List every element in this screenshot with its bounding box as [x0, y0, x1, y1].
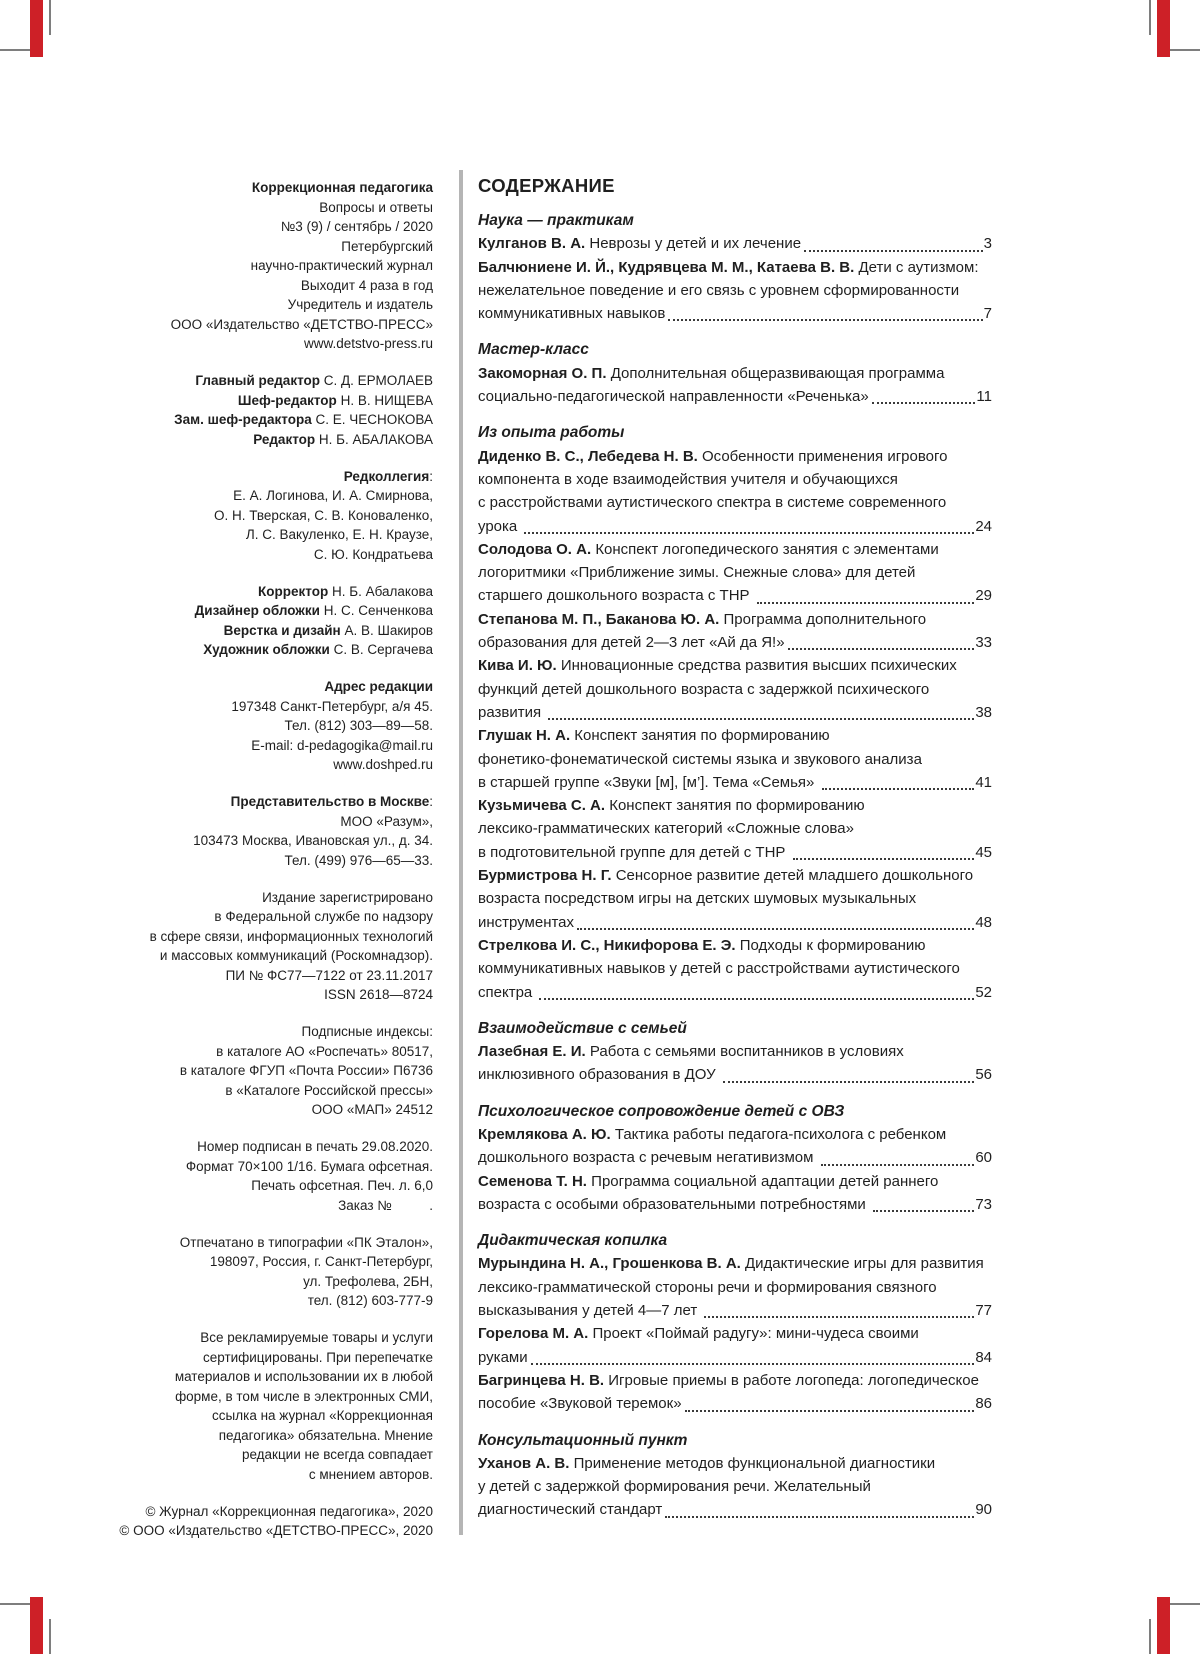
toc-section-title: Консультационный пункт	[478, 1431, 688, 1449]
crop-mark-bottom-left-vertical	[49, 1619, 51, 1654]
toc-entry-lastline	[478, 1392, 992, 1415]
dot-leader	[548, 718, 974, 720]
page-number: 90	[975, 1501, 992, 1519]
toc-section	[478, 1100, 992, 1216]
registration-bar-bottom-left	[30, 1597, 43, 1654]
sidebar-line: Дизайнер обложки Н. С. Сенченкова	[194, 603, 433, 618]
sidebar-line: Выходит 4 раза в год	[300, 277, 433, 293]
sidebar-line: Коррекционная педагогика	[251, 180, 433, 195]
crop-mark-bottom-right-vertical	[1149, 1619, 1151, 1654]
sidebar-line: Петербургский	[341, 238, 433, 254]
sidebar-line: сертифицированы. При перепечатке	[202, 1349, 433, 1365]
toc-entry-lastline-text: инструментах	[478, 913, 575, 931]
toc-entry-lastline	[478, 1146, 992, 1169]
toc-section	[478, 1017, 992, 1087]
dot-leader	[524, 532, 974, 534]
sidebar-line: ссылка на журнал «Коррекционная	[212, 1408, 433, 1423]
sidebar-block	[88, 792, 433, 870]
toc-entry	[478, 724, 992, 794]
toc-entry	[478, 1170, 992, 1217]
toc-entry	[478, 654, 992, 724]
toc-entry	[478, 1252, 992, 1322]
sidebar-line: и массовых коммуникаций (Роскомнадзор).	[159, 948, 433, 963]
toc-entry-lastline-text: социально-педагогической направленности «Реченька»	[478, 388, 869, 406]
toc-entry-lastline	[478, 1346, 992, 1369]
toc-entry-lastline-text: урока	[478, 517, 522, 535]
toc-entry-lastline	[478, 771, 992, 794]
sidebar-line: Тел. (499) 976—65—33.	[284, 852, 433, 868]
sidebar-line: © ООО «Издательство «ДЕТСТВО-ПРЕСС», 2020	[119, 1523, 433, 1538]
sidebar-line: Зам. шеф-редактора С. Е. ЧЕСНОКОВА	[174, 412, 433, 427]
sidebar-block	[88, 1022, 433, 1120]
sidebar-line: ООО «Издательство «ДЕТСТВО-ПРЕСС»	[170, 316, 433, 332]
sidebar-line: © Журнал «Коррекционная педагогика», 2020	[145, 1503, 433, 1519]
toc-entry-lastline-text: Кулганов В. А. Неврозы у детей и их лечение	[478, 235, 802, 253]
registration-bar-top-left	[30, 0, 43, 57]
toc-entry-text: Бурмистрова Н. Г. Сенсорное развитие детей младшего дошкольного возраста посредством игры на детских шумовых музыкальных	[478, 867, 974, 908]
sidebar-line: Подписные индексы:	[301, 1024, 433, 1039]
sidebar-line: www.detstvo-press.ru	[303, 336, 433, 351]
page-number: 41	[975, 773, 992, 791]
toc-entry-lastline-text: спектра	[478, 983, 537, 1001]
contents-title: СОДЕРЖАНИЕ	[478, 175, 615, 196]
sidebar-line: педагогика» обязательна. Мнение	[218, 1427, 433, 1443]
toc-entry-text: Кузьмичева С. А. Конспект занятия по формированию лексико-грамматических категорий «Сложные слова»	[478, 797, 865, 838]
sidebar-block	[88, 677, 433, 775]
sidebar-line: ISSN 2618—8724	[324, 987, 433, 1002]
page-number: 7	[983, 305, 992, 323]
toc-entry-lastline	[478, 981, 992, 1004]
sidebar-line: в «Каталоге Российской прессы»	[225, 1082, 433, 1098]
toc-entry-text: Лазебная Е. И. Работа с семьями воспитанников в условиях	[478, 1043, 904, 1061]
toc-entry-text: Закоморная О. П. Дополнительная общеразвивающая программа	[478, 364, 945, 382]
toc-entry-lastline-text: возраста с особыми образовательными потребностями	[478, 1195, 870, 1213]
toc-entry	[478, 1123, 992, 1170]
sidebar-block	[88, 1233, 433, 1311]
sidebar-line: в сфере связи, информационных технологий	[149, 928, 433, 944]
page-number: 45	[975, 843, 992, 861]
sidebar-line: Главный редактор С. Д. ЕРМОЛАЕВ	[195, 373, 433, 388]
sidebar-line: Все рекламируемые товары и услуги	[200, 1330, 433, 1345]
toc-entry-lastline	[478, 302, 992, 325]
toc-entry-lastline-text: инклюзивного образования в ДОУ	[478, 1066, 720, 1084]
toc-entry	[478, 794, 992, 864]
toc-entry	[478, 232, 992, 255]
crop-mark-top-left-vertical	[49, 0, 51, 35]
toc-section	[478, 1229, 992, 1415]
toc-entry	[478, 362, 992, 409]
sidebar-line: форме, в том числе в электронных СМИ,	[175, 1388, 433, 1404]
toc-entry-text: Диденко В. С., Лебедева Н. В. Особенности применения игрового компонента в ходе взаимодействия учителя и обучающихся с расстройствами аутистического спектра в системе современного	[478, 447, 948, 512]
sidebar-line: Корректор Н. Б. Абалакова	[258, 583, 433, 599]
registration-bar-top-right	[1157, 0, 1170, 57]
toc-entry-text: Степанова М. П., Баканова Ю. А. Программа дополнительного	[478, 610, 927, 628]
toc-entry-lastline-text: пособие «Звуковой теремок»	[478, 1395, 682, 1413]
sidebar-line: Редколлегия:	[343, 468, 433, 484]
dot-leader	[793, 858, 975, 860]
dot-leader	[757, 602, 975, 604]
toc-entry-lastline-text: развития	[478, 703, 546, 721]
toc-entry-lastline-text: диагностический стандарт	[478, 1501, 663, 1519]
toc-entry	[478, 1452, 992, 1522]
sidebar-block	[88, 1137, 433, 1215]
sidebar-line: Шеф-редактор Н. В. НИЩЕВА	[237, 392, 433, 408]
sidebar-block	[88, 1502, 433, 1541]
sidebar-line: Формат 70×100 1/16. Бумага офсетная.	[185, 1158, 433, 1174]
sidebar-block	[88, 178, 433, 354]
page-number: 48	[975, 913, 992, 931]
sidebar-line: с мнением авторов.	[308, 1466, 433, 1482]
toc-entry-lastline	[478, 841, 992, 864]
sidebar-line: №3 (9) / сентябрь / 2020	[280, 219, 433, 234]
toc-entry-text: Кремлякова А. Ю. Тактика работы педагога-психолога с ребенком	[478, 1125, 947, 1143]
toc-entry	[478, 864, 992, 934]
sidebar-block	[88, 888, 433, 1005]
toc-entry-lastline	[478, 385, 992, 408]
sidebar-line: Издание зарегистрировано	[262, 889, 433, 905]
sidebar-line: Е. А. Логинова, И. А. Смирнова,	[233, 488, 433, 503]
sidebar-line: www.doshped.ru	[333, 757, 433, 772]
sidebar-line: в Федеральной службе по надзору	[214, 909, 433, 924]
toc-entry-lastline	[478, 911, 992, 934]
sidebar-line: 103473 Москва, Ивановская ул., д. 34.	[193, 833, 433, 848]
sidebar-line: Представительство в Москве:	[230, 794, 433, 809]
sidebar-line: тел. (812) 603-777-9	[307, 1293, 433, 1308]
toc-entry	[478, 1369, 992, 1416]
toc-entry-lastline-text: образования для детей 2—3 лет «Ай да Я!»	[478, 634, 785, 652]
toc-entry-lastline	[478, 631, 992, 654]
toc-section-title: Взаимодействие с семьей	[478, 1019, 687, 1037]
contents-column	[478, 176, 992, 1522]
registration-bar-bottom-right	[1157, 1597, 1170, 1654]
sidebar-line: Редактор Н. Б. АБАЛАКОВА	[253, 431, 433, 447]
toc-entry-lastline-text: в старшей группе «Звуки [м], [м’]. Тема «Семья»	[478, 773, 819, 791]
toc-entry	[478, 256, 992, 326]
sidebar-line: 198097, Россия, г. Санкт-Петербург,	[209, 1254, 433, 1269]
sidebar-block	[88, 582, 433, 660]
sidebar-line: Печать офсетная. Печ. л. 6,0	[251, 1178, 433, 1193]
toc-entry-text: Семенова Т. Н. Программа социальной адаптации детей раннего	[478, 1172, 939, 1190]
sidebar-line: ул. Трефолева, 2БН,	[303, 1273, 433, 1289]
sidebar-line: в каталоге АО «Роспечать» 80517,	[216, 1043, 433, 1059]
sidebar-line: Адрес редакции	[324, 679, 433, 694]
toc-entry-lastline-text: высказывания у детей 4—7 лет	[478, 1302, 702, 1320]
toc-entry-text: Стрелкова И. С., Никифорова Е. Э. Подходы к формированию коммуникативных навыков у детей с расстройствами аутистического	[478, 936, 960, 978]
dot-leader	[577, 928, 974, 930]
page-number: 86	[975, 1395, 992, 1413]
page-number: 38	[975, 703, 992, 721]
page-number: 60	[975, 1149, 992, 1167]
toc-entry	[478, 934, 992, 1004]
toc-entry-lastline-text: в подготовительной группе для детей с ТНР	[478, 843, 790, 861]
toc-sections	[478, 209, 992, 1522]
toc-entry-lastline	[478, 232, 992, 255]
sidebar-line: 197348 Санкт-Петербург, а/я 45.	[231, 698, 433, 714]
crop-mark-top-right-vertical	[1149, 0, 1151, 35]
toc-entry-lastline	[478, 701, 992, 724]
page-number: 3	[983, 235, 992, 253]
sidebar-line: Заказ № .	[338, 1197, 433, 1213]
toc-section	[478, 1429, 992, 1522]
dot-leader	[821, 1164, 975, 1166]
toc-entry-text: Мурындина Н. А., Грошенкова В. А. Дидактические игры для развития лексико-грамматической стороны речи и формирования связного	[478, 1255, 984, 1296]
toc-section	[478, 338, 992, 408]
toc-entry-lastline	[478, 584, 992, 607]
page-number: 33	[975, 634, 992, 652]
toc-entry-text: Багринцева Н. В. Игровые приемы в работе логопеда: логопедическое	[478, 1371, 979, 1389]
toc-entry-lastline	[478, 1193, 992, 1216]
sidebar-line: материалов и использовании их в любой	[174, 1369, 433, 1384]
dot-leader	[531, 1363, 975, 1365]
toc-entry-lastline	[478, 1299, 992, 1322]
sidebar-block	[88, 467, 433, 565]
sidebar-line: Номер подписан в печать 29.08.2020.	[197, 1139, 433, 1154]
sidebar-line: Вопросы и ответы	[319, 199, 433, 215]
dot-leader	[804, 250, 983, 252]
toc-entry-lastline	[478, 1063, 992, 1086]
toc-entry-text: Уханов А. В. Применение методов функциональной диагностики у детей с задержкой формирования речи. Желательный	[478, 1454, 936, 1496]
sidebar-line: О. Н. Тверская, С. В. Коноваленко,	[214, 507, 433, 523]
page-number: 77	[975, 1302, 992, 1320]
toc-section-title: Психологическое сопровождение детей с ОВЗ	[478, 1102, 845, 1120]
toc-entry-lastline-text: руками	[478, 1348, 528, 1366]
toc-section-title: Из опыта работы	[478, 424, 625, 442]
dot-leader	[822, 788, 975, 790]
sidebar-line: МОО «Разум»,	[340, 813, 433, 829]
toc-entry	[478, 608, 992, 655]
page-number: 73	[975, 1195, 992, 1213]
dot-leader	[704, 1316, 974, 1318]
sidebar-block	[88, 1328, 433, 1484]
sidebar-line: Верстка и дизайн А. В. Шакиров	[223, 622, 433, 638]
toc-entry-lastline	[478, 515, 992, 538]
sidebar-line: редакции не всегда совпадает	[241, 1447, 433, 1462]
dot-leader	[872, 402, 976, 404]
toc-entry	[478, 1040, 992, 1087]
sidebar-line: Учредитель и издатель	[287, 297, 433, 312]
page-number: 11	[976, 388, 992, 406]
sidebar-line: ООО «МАП» 24512	[311, 1102, 433, 1117]
toc-section-title: Наука — практикам	[478, 212, 634, 229]
toc-section	[478, 421, 992, 1003]
page-number: 56	[975, 1066, 992, 1084]
sidebar-line: в каталоге ФГУП «Почта России» П6736	[179, 1063, 433, 1078]
sidebar-line: E-mail: d-pedagogika@mail.ru	[251, 737, 433, 753]
sidebar-line: научно-практический журнал	[250, 258, 433, 273]
page-number: 29	[975, 587, 992, 605]
toc-section	[478, 209, 992, 325]
masthead-sidebar	[88, 178, 433, 1541]
toc-section-title: Мастер-класс	[478, 341, 589, 359]
toc-entry-text: Горелова М. А. Проект «Поймай радугу»: мини-чудеса своими	[478, 1325, 919, 1343]
dot-leader	[723, 1081, 974, 1083]
page-number: 52	[975, 983, 992, 1001]
toc-entry-text: Кива И. Ю. Инновационные средства развития высших психических функций детей дошкольного возраста с задержкой психического	[478, 657, 957, 698]
sidebar-line: ПИ № ФС77—7122 от 23.11.2017	[225, 967, 433, 983]
toc-entry-lastline-text: коммуникативных навыков	[478, 305, 666, 323]
sidebar-line: С. Ю. Кондратьева	[313, 546, 433, 562]
dot-leader	[685, 1410, 975, 1412]
toc-entry-lastline-text: дошкольного возраста с речевым негативизмом	[478, 1149, 818, 1167]
sidebar-line: Л. С. Вакуленко, Е. Н. Краузе,	[245, 527, 433, 542]
toc-entry-text: Глушак Н. А. Конспект занятия по формированию фонетико-фонематической системы языка и звукового анализа	[478, 727, 922, 768]
toc-entry	[478, 445, 992, 538]
toc-entry	[478, 538, 992, 608]
page-number: 84	[975, 1348, 992, 1366]
toc-entry	[478, 1322, 992, 1369]
sidebar-line: Тел. (812) 303—89—58.	[284, 718, 433, 733]
toc-section-title: Дидактическая копилка	[478, 1232, 668, 1250]
dot-leader	[539, 998, 974, 1000]
dot-leader	[665, 1516, 974, 1518]
dot-leader	[873, 1210, 974, 1212]
column-divider	[459, 170, 463, 1535]
sidebar-line: Отпечатано в типографии «ПК Эталон»,	[179, 1234, 433, 1250]
toc-entry-text: Солодова О. А. Конспект логопедического занятия с элементами логоритмики «Приближение зимы. Снежные слова» для детей	[478, 540, 939, 582]
toc-entry-lastline	[478, 1498, 992, 1521]
dot-leader	[668, 319, 982, 321]
toc-entry-text: Балчюниене И. Й., Кудрявцева М. М., Катаева В. В. Дети с аутизмом: нежелательное поведение и его связь с уровнем сформированности	[478, 258, 979, 299]
sidebar-line: Художник обложки С. В. Сергачева	[203, 642, 433, 657]
sidebar-block	[88, 371, 433, 449]
page-number: 24	[975, 517, 992, 535]
toc-entry-lastline-text: старшего дошкольного возраста с ТНР	[478, 587, 754, 605]
dot-leader	[788, 648, 975, 650]
